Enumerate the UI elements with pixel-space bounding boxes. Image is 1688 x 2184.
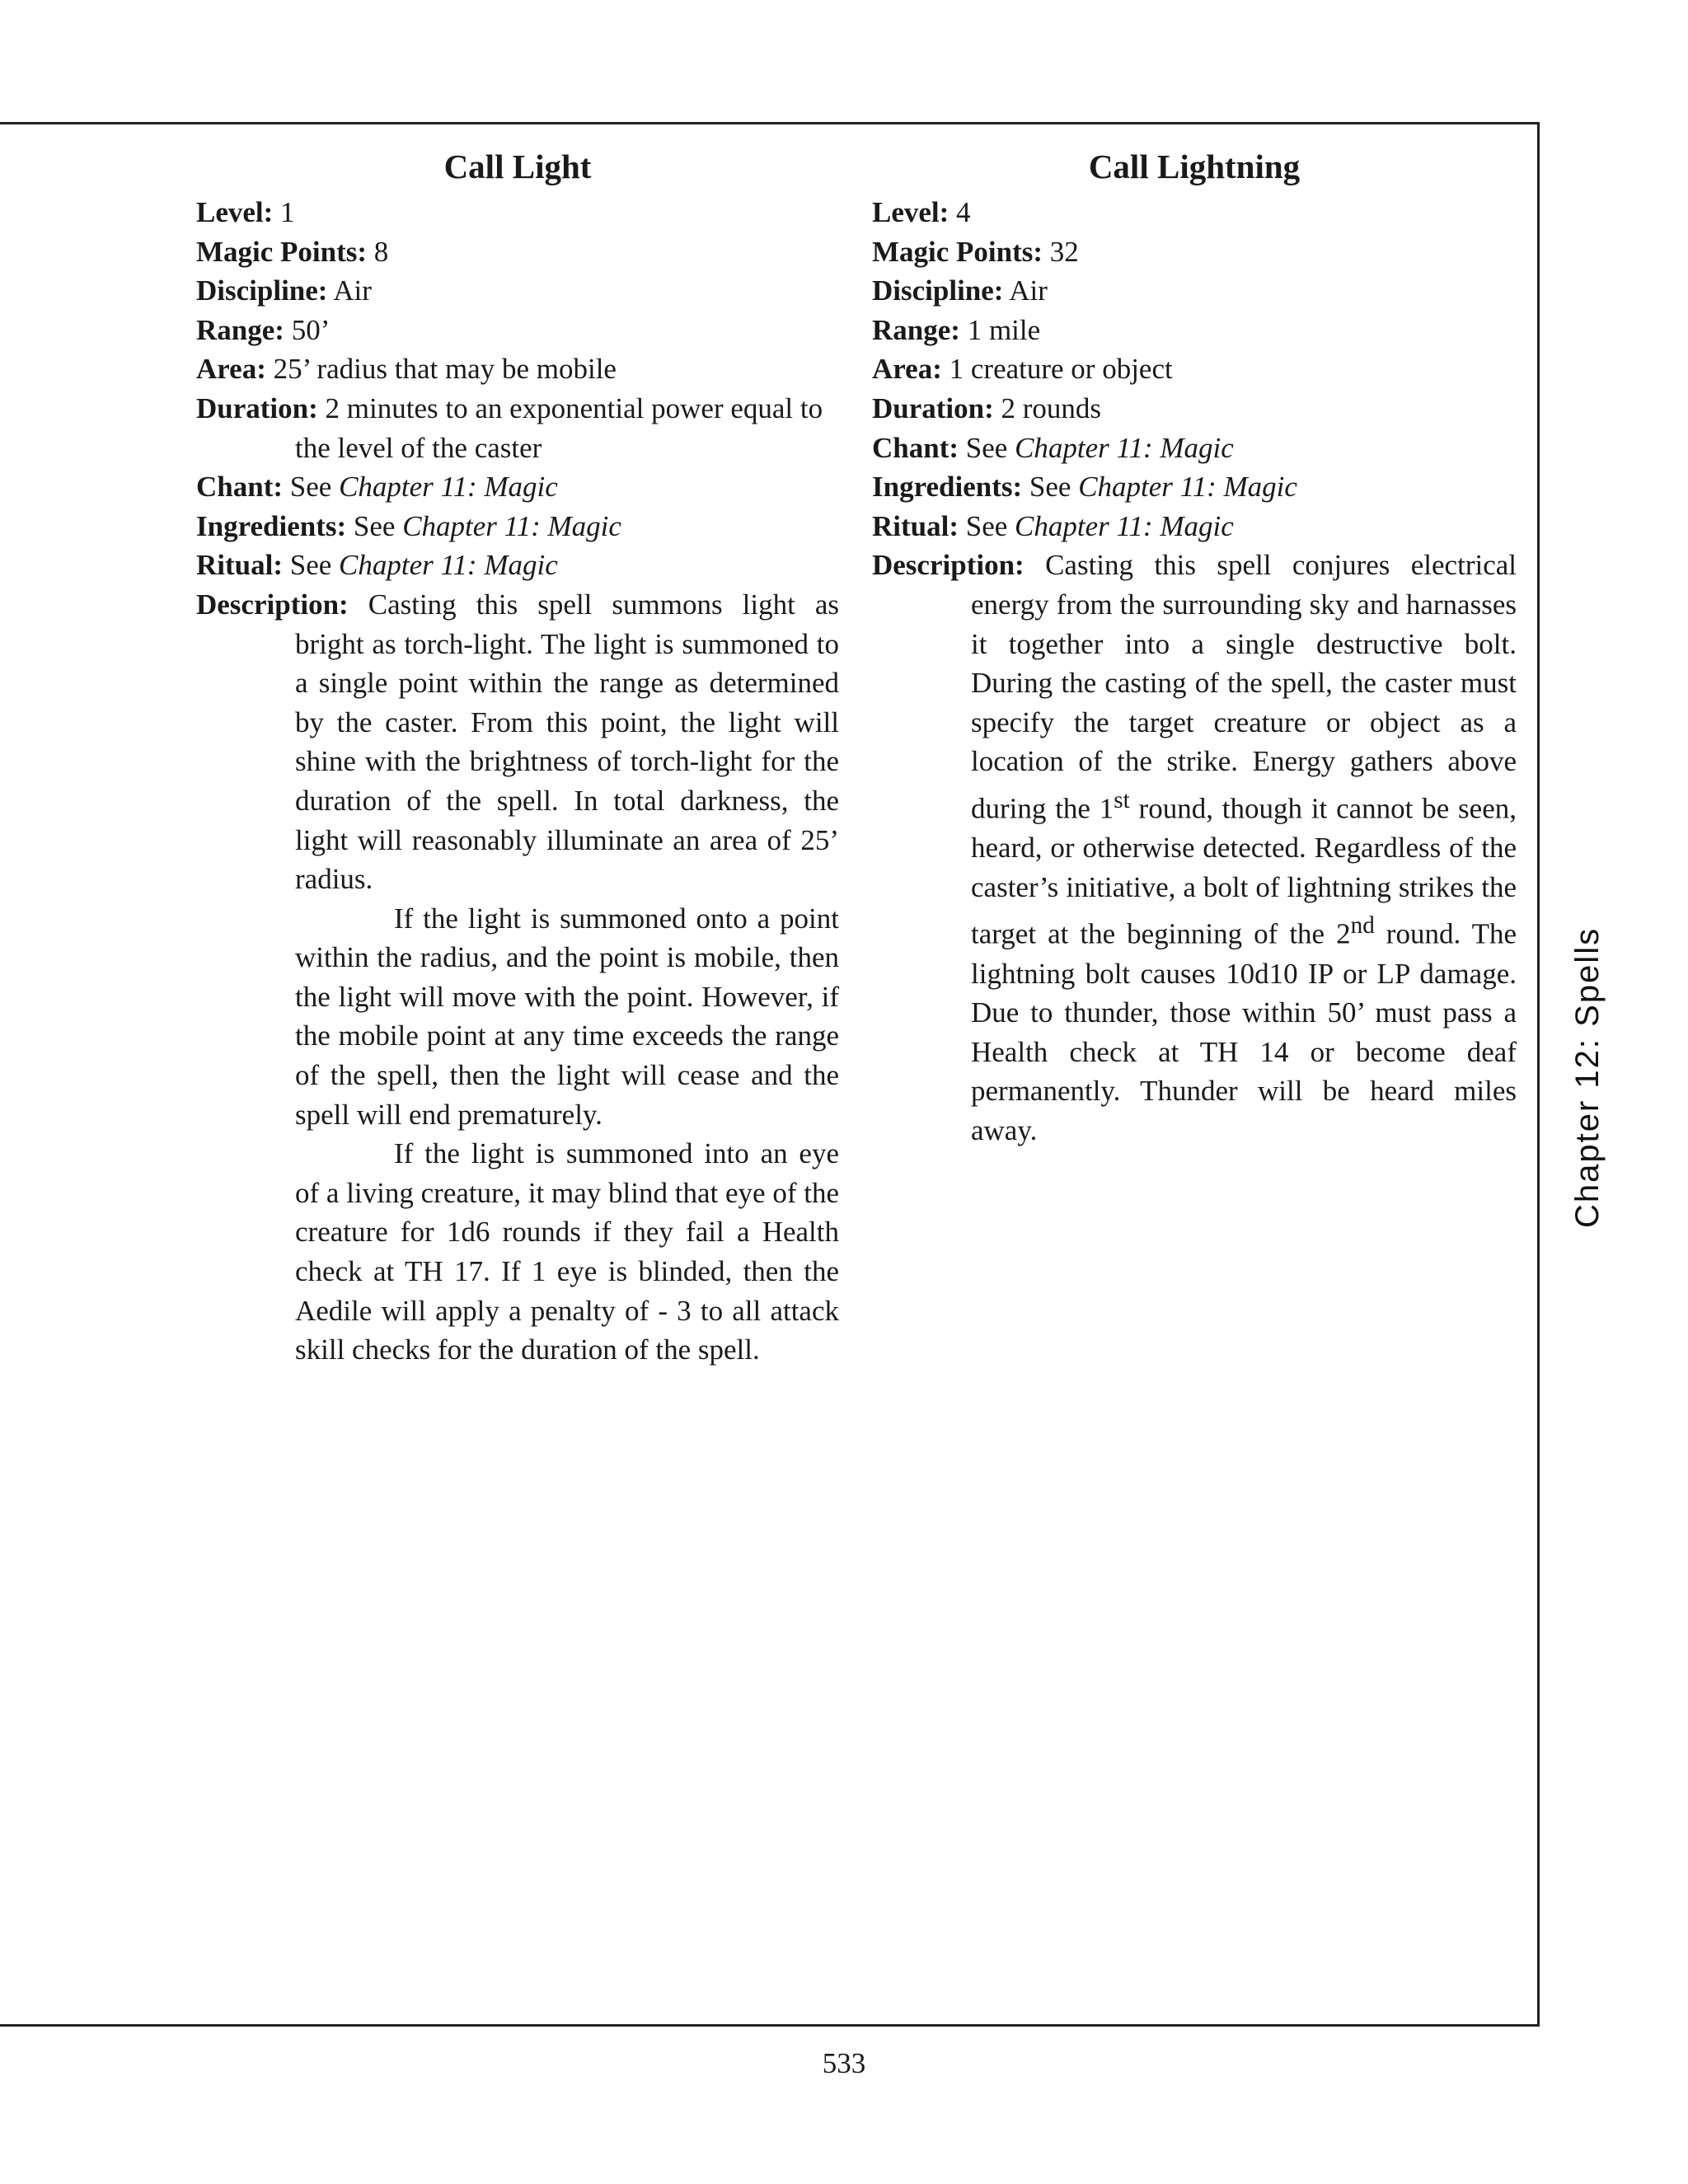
spell-call-light [196,140,839,1370]
range-value: 50’ [291,313,331,346]
ritual-reference: Chapter 11: Magic [1015,509,1234,542]
chant-see: See [289,471,332,504]
range-value: 1 mile [967,313,1041,346]
discipline-value: Air [333,274,372,307]
description-paragraph [196,585,839,899]
magic-points-value: 8 [373,235,389,268]
level-value: 4 [956,196,971,228]
ritual-label: Ritual: [872,509,959,542]
description-text-a: Casting this spell conjures electrical energy from the surrounding sky and harnasses it together into a single destructive bolt. During the casting of the spell, the caster must specify the target creature or object as a location of the strike. Energy gathers above during the 1 [971,549,1517,825]
area-label: Area: [196,353,266,386]
ritual-reference: Chapter 11: Magic [339,549,558,582]
range-label: Range: [196,313,284,346]
magic-points-label: Magic Points: [872,235,1043,268]
duration-label: Duration: [196,391,318,424]
level-field [196,193,839,232]
magic-points-label: Magic Points: [196,235,368,268]
ingredients-see: See [353,509,396,542]
ritual-see: See [965,509,1008,542]
chant-reference: Chapter 11: Magic [339,471,558,504]
magic-points-value: 32 [1049,235,1079,268]
area-field [196,349,839,389]
ingredients-label: Ingredients: [196,509,347,542]
description-text-b: round, though it cannot be seen, heard, or otherwise detected. Regardless of the caster’s initiative, a bolt of lightning strikes the target at the beginning of the 2 [971,792,1517,950]
level-value: 1 [280,196,295,228]
chant-label: Chant: [196,471,284,504]
ingredients-see: See [1029,471,1071,504]
description-label: Description: [196,588,349,621]
discipline-value: Air [1009,274,1048,307]
description-label: Description: [872,549,1025,582]
area-value: 25’ radius that may be mobile [273,353,617,386]
discipline-field [196,271,839,311]
description-text: Casting this spell summons light as bright as torch-light. The light is summoned to a single point within the range as determined by the caster. From this point, the light will shine with the brightness of torch-light for the duration of the spell. In total darkness, the light will reasonably illuminate an area of 25’ radius. [295,588,840,896]
ingredients-field [872,467,1517,507]
range-field [872,311,1517,350]
discipline-label: Discipline: [872,274,1004,307]
level-label: Level: [196,196,274,228]
ordinal-suffix: nd [1350,912,1375,940]
page-number: 533 [822,2047,866,2079]
description-paragraph: If the light is summoned into an eye of a living creature, it may blind that eye of the creature for 1d6 rounds if they fail a Health check at TH 17. If 1 eye is blinded, then the Aedile will apply a penalty of - 3 to all attack skill checks for the duration of the spell. [295,1137,839,1366]
discipline-field [872,271,1517,311]
duration-value: 2 minutes to an exponential power equal to the level of the caster [295,391,823,464]
magic-points-field [196,232,839,272]
ingredients-reference: Chapter 11: Magic [402,509,621,542]
spell-title: Call Light [443,148,592,185]
chant-see: See [965,431,1008,464]
duration-value: 2 rounds [1001,391,1102,424]
range-label: Range: [872,313,960,346]
ritual-label: Ritual: [196,549,283,582]
duration-label: Duration: [872,391,994,424]
chant-field [196,467,839,507]
discipline-label: Discipline: [196,274,328,307]
chant-field [872,429,1517,468]
ordinal-suffix: st [1114,786,1130,813]
duration-field [196,389,839,467]
area-value: 1 creature or object [949,353,1173,386]
ritual-field [872,507,1517,546]
level-field [872,193,1517,232]
area-field [872,349,1517,389]
area-label: Area: [872,353,942,386]
ritual-see: See [289,549,332,582]
description-paragraph [872,546,1517,1150]
ingredients-reference: Chapter 11: Magic [1078,471,1297,504]
spell-title: Call Lightning [1088,148,1301,185]
range-field [196,311,839,350]
level-label: Level: [872,196,950,228]
description-paragraph: If the light is summoned onto a point within the radius, and the point is mobile, then the light will move with the point. However, if the mobile point at any time exceeds the range of the spell, then the light will cease and the spell will end prematurely. [295,902,839,1131]
spell-call-lightning [872,140,1517,1151]
chant-label: Chant: [872,431,959,464]
magic-points-field [872,232,1517,272]
description-text-c: round. The lightning bolt causes 10d10 IP or LP damage. Due to thunder, those within 50’ must pass a Health check at TH 14 or become deaf permanently. Thunder will be heard miles away. [971,918,1517,1146]
chapter-side-tab: Chapter 12: Spells [1569,926,1606,1228]
ingredients-label: Ingredients: [872,471,1023,504]
chant-reference: Chapter 11: Magic [1015,431,1234,464]
duration-field [872,389,1517,429]
ingredients-field [196,507,839,546]
ritual-field [196,546,839,585]
